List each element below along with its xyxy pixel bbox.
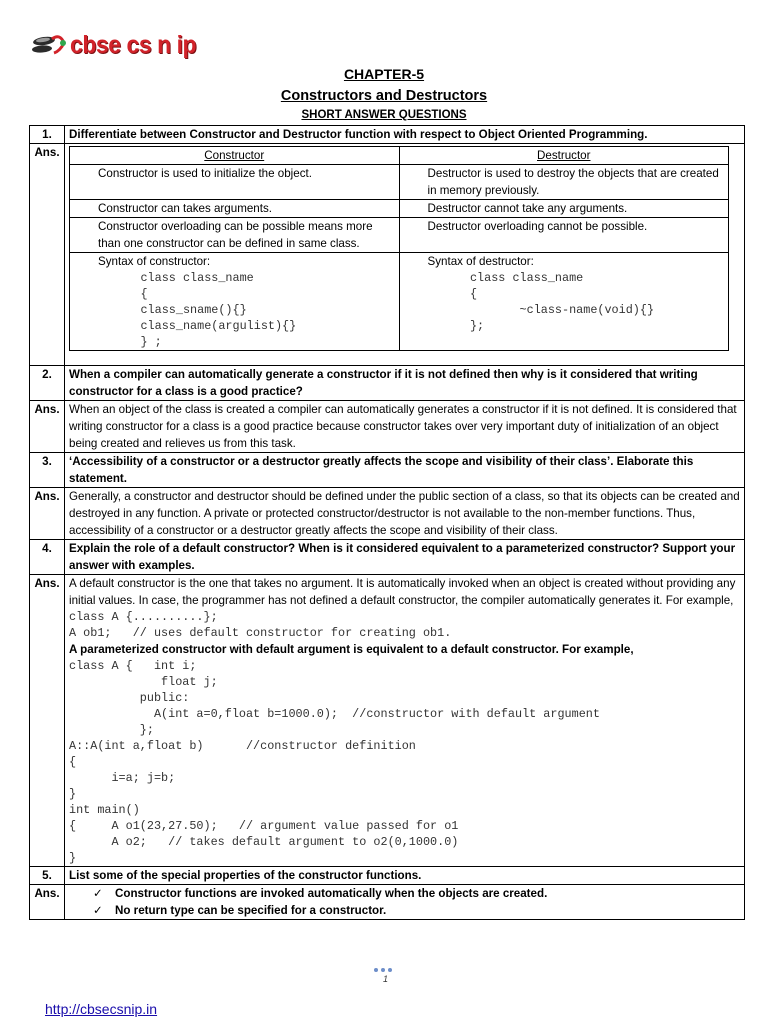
answer-cell bbox=[65, 885, 745, 920]
list-item-text: No return type can be specified for a constructor. bbox=[115, 904, 387, 917]
table-row bbox=[30, 867, 745, 885]
question-text: When a compiler can automatically generate a constructor if it is not defined then why is it considered that writing constructor for a class is a good practice? bbox=[65, 366, 745, 401]
answer-text: Generally, a constructor and destructor should be defined under the public section of a class, so that its objects can be created and destroyed in any function. A private or protected constructor/destructor is not available to the non-member functions. Thus, accessibility of a constructor or a destructor greatly affects the scope and visibility of their class. bbox=[65, 488, 745, 540]
comparison-cell: Constructor overloading can be possible means more than one constructor can be defined in same class. bbox=[70, 218, 400, 253]
row-number: 4. bbox=[30, 540, 65, 575]
checkmark-icon: ✓ bbox=[93, 904, 103, 917]
question-text: Explain the role of a default constructor? When is it considered equivalent to a parameterized constructor? Support your answer with examples. bbox=[65, 540, 745, 575]
comparison-cell: Destructor overloading cannot be possible. bbox=[399, 218, 729, 253]
table-row bbox=[30, 575, 745, 867]
comparison-cell: Destructor is used to destroy the objects that are created in memory previously. bbox=[399, 165, 729, 200]
logo-text: cbse cs n ip bbox=[70, 30, 197, 59]
table-row bbox=[30, 488, 745, 540]
answer-text: A default constructor is the one that takes no argument. It is automatically invoked when an object is created without providing any initial values. In case, the programmer has not defined a default constructor, the compiler automatically generates it. For example, bbox=[69, 577, 736, 607]
comparison-table bbox=[69, 146, 729, 351]
syntax-label: Syntax of destructor: bbox=[427, 255, 534, 268]
comparison-row bbox=[70, 200, 729, 218]
answer-text: A parameterized constructor with default argument is equivalent to a default constructor. For example, bbox=[69, 643, 634, 656]
comparison-cell: Constructor is used to initialize the object. bbox=[70, 165, 400, 200]
chapter-heading: CHAPTER-5 bbox=[343, 66, 425, 82]
question-text: ‘Accessibility of a constructor or a destructor greatly affects the scope and visibility of their class’. Elaborate this statement. bbox=[65, 453, 745, 488]
page-number: 1 bbox=[383, 974, 389, 984]
code-block: class class_name { ~class-name(void){} }; bbox=[469, 271, 655, 333]
question-text: List some of the special properties of the constructor functions. bbox=[65, 867, 745, 885]
page-dots-icon bbox=[374, 968, 392, 972]
question-text: Differentiate between Constructor and Destructor function with respect to Object Oriented Programming. bbox=[65, 126, 745, 144]
answer-cell bbox=[65, 575, 745, 867]
code-block: class A { int i; float j; public: A(int a=0,float b=1000.0); //constructor with default argument }; A::A(int a,float b) //constructor definition { i=a; j=b; } int main() { A o1(23,27.50); // argument value passed for o1 A o2; // takes default argument to o2(0,1000.0) } bbox=[69, 659, 600, 865]
row-number: Ans. bbox=[30, 488, 65, 540]
list-item bbox=[69, 902, 740, 919]
page-title: Constructors and Destructors bbox=[280, 88, 488, 104]
destructor-syntax-cell bbox=[399, 253, 729, 351]
row-number: 2. bbox=[30, 366, 65, 401]
answer-cell bbox=[65, 144, 745, 366]
footer-link[interactable]: http://cbsecsnip.in bbox=[45, 1001, 158, 1017]
row-number: Ans. bbox=[30, 885, 65, 920]
section-heading: SHORT ANSWER QUESTIONS bbox=[301, 109, 467, 121]
table-row bbox=[30, 366, 745, 401]
row-number: Ans. bbox=[30, 144, 65, 366]
comparison-row bbox=[70, 165, 729, 200]
row-number: Ans. bbox=[30, 575, 65, 867]
table-row bbox=[30, 401, 745, 453]
list-item-text: Constructor functions are invoked automatically when the objects are created. bbox=[115, 887, 548, 900]
table-row bbox=[30, 453, 745, 488]
table-row bbox=[30, 126, 745, 144]
row-number: 3. bbox=[30, 453, 65, 488]
constructor-syntax-cell bbox=[70, 253, 400, 351]
comparison-cell: Destructor cannot take any arguments. bbox=[399, 200, 729, 218]
comparison-cell: Constructor can takes arguments. bbox=[70, 200, 400, 218]
site-logo bbox=[30, 28, 207, 62]
row-number: 5. bbox=[30, 867, 65, 885]
comparison-row bbox=[70, 253, 729, 351]
row-number: Ans. bbox=[30, 401, 65, 453]
comparison-header: Constructor bbox=[70, 147, 400, 165]
comparison-row bbox=[70, 218, 729, 253]
syntax-label: Syntax of constructor: bbox=[98, 255, 211, 268]
table-row bbox=[30, 885, 745, 920]
row-number: 1. bbox=[30, 126, 65, 144]
answer-text: When an object of the class is created a compiler can automatically generates a constructor if it is not defined. It is considered that writing constructor for a class is a good practice because constructor takes over very important duty of initialization of an object being created and relieves us from this task. bbox=[65, 401, 745, 453]
table-row bbox=[30, 540, 745, 575]
code-block: class class_name { class_sname(){} class_name(argulist){} } ; bbox=[140, 271, 297, 349]
checkmark-icon: ✓ bbox=[93, 887, 103, 900]
comparison-header: Destructor bbox=[399, 147, 729, 165]
table-row bbox=[30, 144, 745, 366]
code-block: class A {..........}; A ob1; // uses default constructor for creating ob1. bbox=[69, 610, 452, 640]
qa-table bbox=[29, 125, 745, 920]
list-item bbox=[69, 885, 740, 902]
logo-mouse-icon bbox=[30, 31, 70, 59]
